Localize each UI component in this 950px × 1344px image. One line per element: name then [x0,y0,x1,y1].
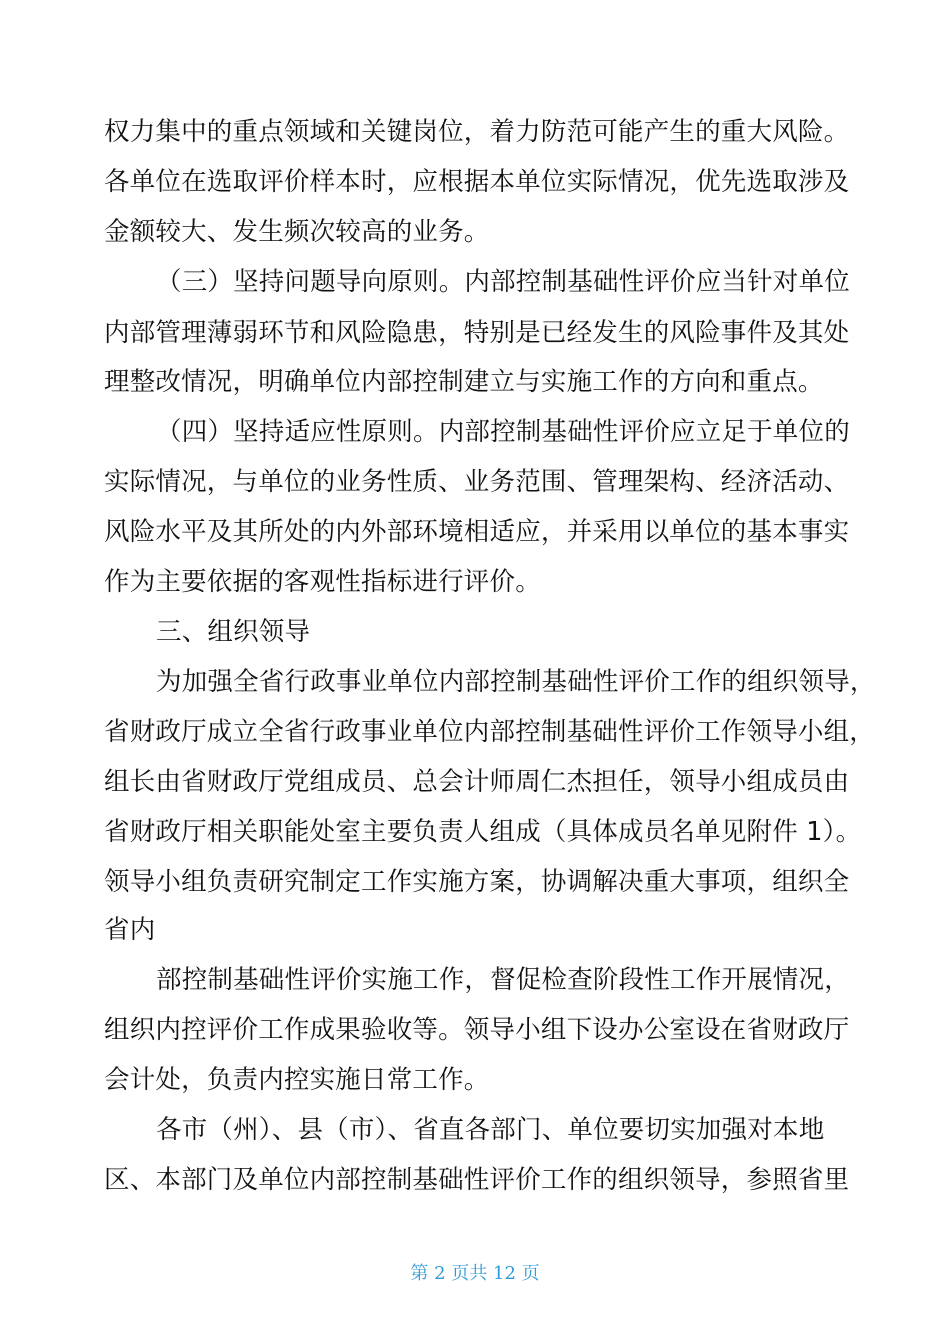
text-line: 区、本部门及单位内部控制基础性评价工作的组织领导，参照省里 [104,1165,850,1195]
text-line: 会计处，负责内控实施日常工作。 [104,1065,490,1095]
text-line: 部控制基础性评价实施工作，督促检查阶段性工作开展情况， [156,965,850,995]
text-line: 作为主要依据的客观性指标进行评价。 [104,567,541,597]
section-heading: 三、组织领导 [156,617,311,647]
text-line: （三）坚持问题导向原则。内部控制基础性评价应当针对单位 [156,267,850,297]
page-number: 第 2 页共 12 页 [410,1263,540,1284]
text-line: 省财政厅成立全省行政事业单位内部控制基础性评价工作领导小组， [104,717,876,747]
text-line: 内部管理薄弱环节和风险隐患，特别是已经发生的风险事件及其处 [104,318,850,348]
text-line: 组织内控评价工作成果验收等。领导小组下设办公室设在省财政厅 [104,1015,850,1045]
text-line: （四）坚持适应性原则。内部控制基础性评价应立足于单位的 [156,417,850,447]
text-line: 风险水平及其所处的内外部环境相适应，并采用以单位的基本事实 [104,517,850,547]
text-line: 省内 [104,915,156,945]
text-line: 理整改情况，明确单位内部控制建立与实施工作的方向和重点。 [104,367,824,397]
text-line: 组长由省财政厅党组成员、总会计师周仁杰担任，领导小组成员由 [104,767,850,797]
text-line: 领导小组负责研究制定工作实施方案，协调解决重大事项，组织全 [104,867,850,897]
text-line: 实际情况，与单位的业务性质、业务范围、管理架构、经济活动、 [104,467,850,497]
text-line: 各市（州）、县（市）、省直各部门、单位要切实加强对本地 [156,1115,825,1145]
text-line: 权力集中的重点领域和关键岗位，着力防范可能产生的重大风险。 [104,117,850,147]
text-line: 为加强全省行政事业单位内部控制基础性评价工作的组织领导， [156,667,876,697]
text-line: 金额较大、发生频次较高的业务。 [104,217,490,247]
text-line: 各单位在选取评价样本时，应根据本单位实际情况，优先选取涉及 [104,167,850,197]
text-line: 省财政厅相关职能处室主要负责人组成（具体成员名单见附件 1）。 [104,817,862,847]
